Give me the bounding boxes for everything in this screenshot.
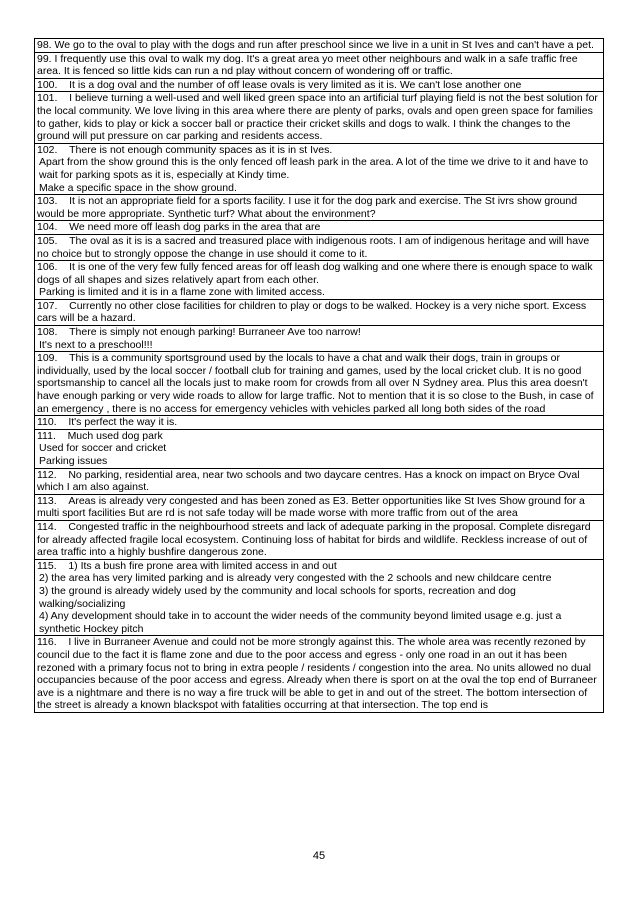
comment-text [37,300,601,325]
comment-text [37,235,601,260]
comment-number: 105. [37,234,58,247]
comment-cell [35,352,604,416]
comment-number: 111. [37,429,56,442]
comment-body: We go to the oval to play with the dogs and run after preschool since we live in a unit in St Ives and can't have a pet. [54,39,594,51]
comment-cell [35,494,604,520]
comment-text [37,221,601,234]
comment-cell [35,429,604,468]
comment-body: It is one of the very few fully fenced areas for off leash dog walking and one where there is enough space to walk dogs of all shapes and sizes relatively apart from each other. [37,261,593,286]
comment-number: 100. [37,78,58,91]
comment-paragraph [37,182,601,195]
comment-row [35,326,604,352]
comment-row [35,195,604,221]
comment-paragraph [37,572,601,585]
comment-number: 109. [37,352,58,365]
comment-cell [35,416,604,430]
comment-body: It's perfect the way it is. [68,416,178,429]
comment-body: Parking issues [39,455,108,467]
comment-number: 110. [37,416,57,429]
comment-body: 2) the area has very limited parking and is already very congested with the 2 schools and new childcare centre [39,572,552,585]
comment-text [37,521,601,559]
comment-text [37,39,601,52]
comment-row [35,429,604,468]
comment-text [37,352,601,415]
comment-body: Used for soccer and cricket [39,442,167,455]
comment-paragraph [37,610,601,635]
comment-text [37,79,601,92]
comment-row [35,39,604,53]
comment-body: There is not enough community spaces as it is in st Ives. [69,143,333,156]
comment-body: Apart from the show ground this is the only fenced off leash park in the area. A lot of the time we drive to it and have to wait for parking spots as it is, especially at Kindy time. [39,156,589,181]
comment-row [35,221,604,235]
comment-body: There is simply not enough parking! Burraneer Ave too narrow! [69,326,361,339]
comment-body: I believe turning a well-used and well liked green space into an artificial turf playing field is not the best solution for the local community. We love living in this area where there are plenty of parks, ovals and open green space for families to gather, kids to play or kick a soccer ball or practice their cricket skills and dogs to walk. I think the changes to the ground will put pressure on car parking and residents access. [37,92,598,143]
comment-body: Congested traffic in the neighbourhood streets and lack of adequate parking in the proposal. Complete disregard for already affected fragile local ecosystem. Continuing loss of habitat for birds and wildlife. Reckless increase of out of area traffic into a highly bushfire dangerous zone. [37,520,591,559]
comment-row [35,52,604,78]
comment-paragraph [37,455,601,468]
comment-body: This is a community sportsground used by the locals to have a chat and walk their dogs, train in groups or individually, used by the local soccer / football club for training and games, used by the local cricket club. It is no good sportsmanship to cancel all the locals just to make room for crowds from all over N Sydney area. Plus this area doesn't have enough parking or very wide roads to allow for large traffic. Not to mention that it is so close to the Bush, in case of an emergency , there is no access for emergency vehicles with vehicles parked all long both sides of the road [37,352,594,415]
comment-row [35,520,604,559]
comment-number: 106. [37,261,58,274]
comment-number: 99. [37,52,52,65]
comment-row [35,352,604,416]
comment-body: 4) Any development should take in to account the wider needs of the community beyond limited usage e.g. just a synthetic Hockey pitch [39,610,562,635]
comment-number: 104. [37,221,58,234]
comment-text [37,195,601,220]
comment-cell [35,52,604,78]
comment-number: 103. [37,195,58,208]
comment-row [35,299,604,325]
comment-text [37,416,601,429]
comment-cell [35,78,604,92]
comment-text [37,53,601,78]
comment-number: 113. [37,494,57,507]
comment-number: 115. [37,559,57,572]
comment-number: 98. [37,39,52,51]
comment-number: 102. [37,143,58,156]
comment-text [37,144,601,157]
comment-number: 116. [37,636,57,649]
comment-row [35,143,604,194]
comment-cell [35,221,604,235]
comment-cell [35,559,604,636]
comment-body: I frequently use this oval to walk my dog. It's a great area yo meet other neighbours and walk in a safe traffic free area. It is fenced so little kids can run a nd play without concern of wondering off or traffic. [37,52,578,78]
comment-cell [35,299,604,325]
comment-text [37,261,601,286]
comment-row [35,468,604,494]
comment-number: 112. [37,468,57,481]
comment-body: 1) Its a bush fire prone area with limited access in and out [68,559,337,572]
comment-row [35,78,604,92]
comment-body: The oval as it is is a sacred and treasured place with indigenous roots. I am of indigenous heritage and will have no choice but to strongly oppose the change in use should it come to it. [37,234,590,260]
comment-body: Much used dog park [67,429,163,442]
comment-cell [35,326,604,352]
comment-text [37,560,601,573]
comment-cell [35,92,604,143]
comment-number: 114. [37,520,57,533]
comment-row [35,494,604,520]
comment-paragraph [37,585,601,610]
comment-row [35,416,604,430]
comment-row [35,92,604,143]
comment-row [35,636,604,713]
comment-text [37,469,601,494]
comment-body: Currently no other close facilities for children to play or dogs to be walked. Hockey is a very niche sport. Excess cars will be a hazard. [37,299,587,325]
comment-body: It is a dog oval and the number of off lease ovals is very limited as it is. We can't lose another one [69,78,522,91]
comment-number: 108. [37,326,58,339]
comment-body: Parking is limited and it is in a flame zone with limited access. [39,286,325,299]
comment-body: Areas is already very congested and has been zoned as E3. Better opportunities like St Ives Show ground for a multi sport facilities But are rd is not safe today will be made worse with more traffic from out of the area [37,494,585,520]
comment-body: I live in Burraneer Avenue and could not be more strongly against this. The whole area was recently rezoned by council due to the fact it is flame zone and due to the poor access and egress - only one road in an out it has been rezoned with a primary focus not to bring in extra people / residents / congestion into the area. No units allowed no dual occupancies because of the poor access and egress. Already when there is sport on at the oval the top end of Burraneer ave is a nightmare and there is no way a fire truck will be able to get in and out of the street. The bottom intersection of the street is already a known blackspot with fatalities occurring at that intersection. The top end is [37,636,597,712]
comment-paragraph [37,339,601,352]
comment-text [37,636,601,712]
comment-cell [35,195,604,221]
comment-body: We need more off leash dog parks in the area that are [69,221,321,234]
comment-text [37,92,601,142]
comment-cell [35,234,604,260]
comment-row [35,559,604,636]
comment-row [35,234,604,260]
comment-body: It is not an appropriate field for a sports facility. I use it for the dog park and exercise. The St ivrs show ground would be more appropriate. Synthetic turf? What about the environment? [37,195,578,220]
comment-text [37,495,601,520]
comment-cell [35,468,604,494]
page-number: 45 [312,850,326,862]
comment-text [37,326,601,339]
comment-cell [35,39,604,53]
comments-table [34,38,604,713]
comment-cell [35,636,604,713]
comment-row [35,261,604,300]
comment-body: It's next to a preschool!!! [39,338,153,351]
comment-number: 107. [37,299,58,312]
comment-paragraph [37,286,601,299]
comment-text [37,430,601,443]
comment-body: 3) the ground is already widely used by the community and local schools for sports, recreation and dog walking/socializing [39,584,516,610]
comment-cell [35,261,604,300]
comment-body: No parking, residential area, near two schools and two daycare centres. Has a knock on impact on Bryce Oval which I am also against. [37,468,580,494]
comment-paragraph [37,156,601,181]
comment-cell [35,520,604,559]
comment-number: 101. [37,92,58,105]
comment-body: Make a specific space in the show ground. [39,181,237,194]
comment-cell [35,143,604,194]
comment-paragraph [37,442,601,455]
comments-table-body [35,39,604,713]
